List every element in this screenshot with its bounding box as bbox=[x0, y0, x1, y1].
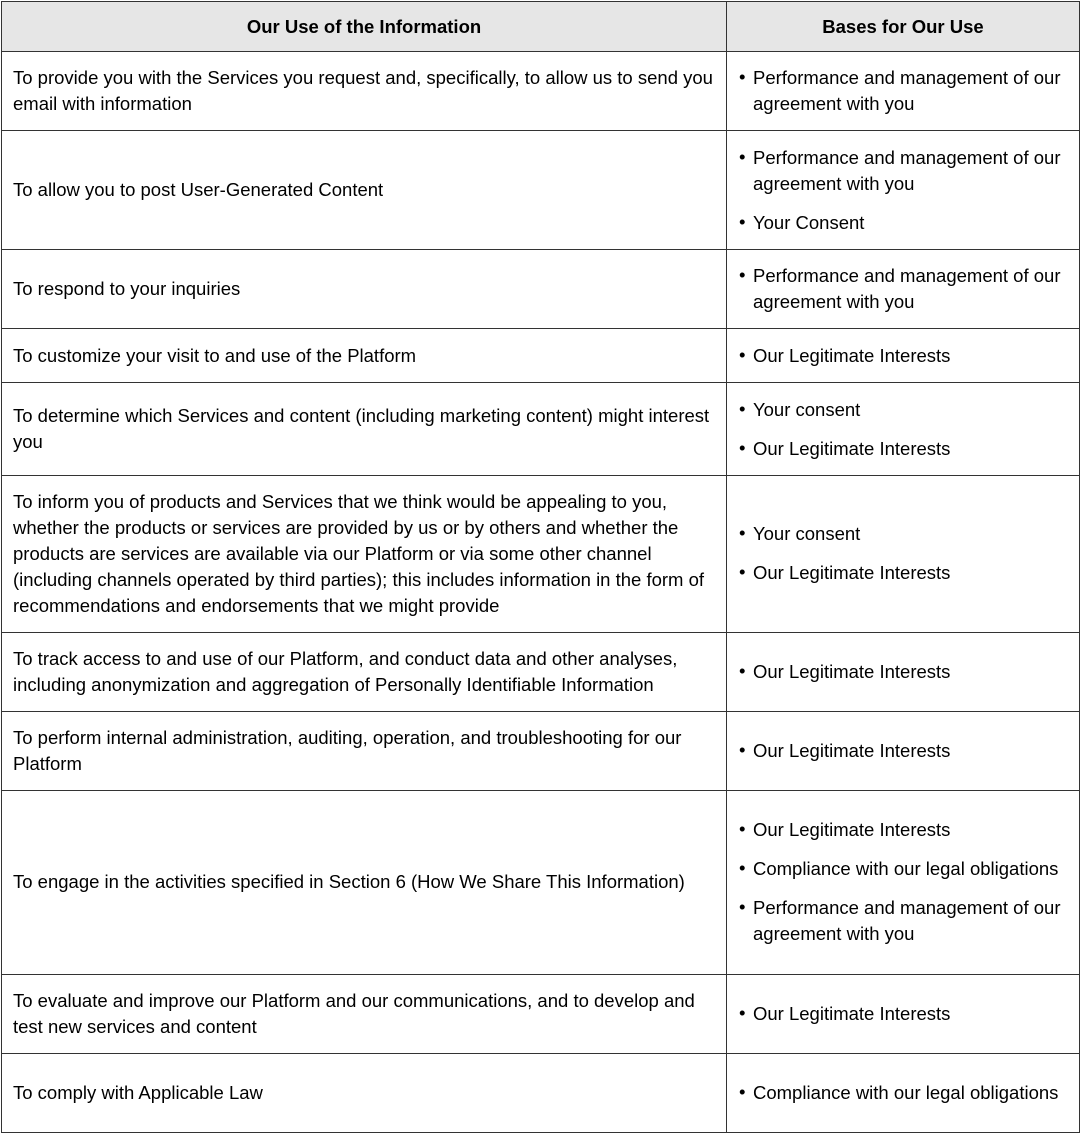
basis-item: • Your consent bbox=[738, 521, 1069, 547]
basis-item: • Our Legitimate Interests bbox=[738, 343, 1069, 369]
basis-item: • Compliance with our legal obligations bbox=[738, 856, 1069, 882]
bases-cell bbox=[727, 476, 1080, 632]
use-cell: To perform internal administration, auditing, operation, and troubleshooting for our Platform bbox=[2, 711, 727, 790]
bases-list bbox=[738, 65, 1069, 117]
table-row bbox=[2, 711, 1080, 790]
basis-item: • Performance and management of our agreement with you bbox=[738, 263, 1069, 315]
bases-cell bbox=[727, 711, 1080, 790]
use-cell: To engage in the activities specified in Section 6 (How We Share This Information) bbox=[2, 790, 727, 974]
bases-cell bbox=[727, 1053, 1080, 1132]
bases-list bbox=[738, 145, 1069, 236]
use-cell: To evaluate and improve our Platform and our communications, and to develop and test new services and content bbox=[2, 974, 727, 1053]
table-row bbox=[2, 329, 1080, 383]
bases-list bbox=[738, 817, 1069, 947]
basis-item: • Our Legitimate Interests bbox=[738, 436, 1069, 462]
bases-list bbox=[738, 263, 1069, 315]
basis-item: • Performance and management of our agreement with you bbox=[738, 65, 1069, 117]
use-cell: To track access to and use of our Platform, and conduct data and other analyses, including anonymization and aggregation of Personally Identifiable Information bbox=[2, 632, 727, 711]
bases-cell bbox=[727, 383, 1080, 476]
table-row bbox=[2, 250, 1080, 329]
use-cell: To comply with Applicable Law bbox=[2, 1053, 727, 1132]
bases-cell bbox=[727, 250, 1080, 329]
table-row bbox=[2, 974, 1080, 1053]
bases-cell bbox=[727, 52, 1080, 131]
table-row bbox=[2, 632, 1080, 711]
basis-item: • Your consent bbox=[738, 397, 1069, 423]
bases-cell bbox=[727, 790, 1080, 974]
basis-item: • Your Consent bbox=[738, 210, 1069, 236]
bases-list bbox=[738, 1001, 1069, 1027]
use-cell: To customize your visit to and use of the Platform bbox=[2, 329, 727, 383]
use-cell: To inform you of products and Services that we think would be appealing to you, whether the products or services are provided by us or by others and whether the products are services are available via our Platform or via some other channel (including channels operated by third parties); this includes information in the form of recommendations and endorsements that we might provide bbox=[2, 476, 727, 632]
basis-item: • Our Legitimate Interests bbox=[738, 817, 1069, 843]
bases-list bbox=[738, 659, 1069, 685]
bases-cell bbox=[727, 974, 1080, 1053]
basis-item: • Our Legitimate Interests bbox=[738, 738, 1069, 764]
bases-list bbox=[738, 521, 1069, 586]
basis-item: • Our Legitimate Interests bbox=[738, 1001, 1069, 1027]
bases-cell bbox=[727, 632, 1080, 711]
bases-cell bbox=[727, 131, 1080, 250]
table-row bbox=[2, 790, 1080, 974]
header-bases: Bases for Our Use bbox=[727, 2, 1080, 52]
use-cell: To provide you with the Services you request and, specifically, to allow us to send you email with information bbox=[2, 52, 727, 131]
table-row bbox=[2, 52, 1080, 131]
use-cell: To respond to your inquiries bbox=[2, 250, 727, 329]
table-row bbox=[2, 476, 1080, 632]
basis-item: • Our Legitimate Interests bbox=[738, 560, 1069, 586]
use-cell: To determine which Services and content (including marketing content) might interest you bbox=[2, 383, 727, 476]
table-row bbox=[2, 131, 1080, 250]
use-cell: To allow you to post User-Generated Content bbox=[2, 131, 727, 250]
bases-cell bbox=[727, 329, 1080, 383]
information-use-table bbox=[1, 1, 1080, 1133]
table-row bbox=[2, 383, 1080, 476]
basis-item: • Performance and management of our agreement with you bbox=[738, 895, 1069, 947]
bases-list bbox=[738, 1080, 1069, 1106]
bases-list bbox=[738, 738, 1069, 764]
header-row bbox=[2, 2, 1080, 52]
basis-item: • Compliance with our legal obligations bbox=[738, 1080, 1069, 1106]
basis-item: • Performance and management of our agreement with you bbox=[738, 145, 1069, 197]
bases-list bbox=[738, 343, 1069, 369]
table-row bbox=[2, 1053, 1080, 1132]
header-use: Our Use of the Information bbox=[2, 2, 727, 52]
basis-item: • Our Legitimate Interests bbox=[738, 659, 1069, 685]
bases-list bbox=[738, 397, 1069, 462]
